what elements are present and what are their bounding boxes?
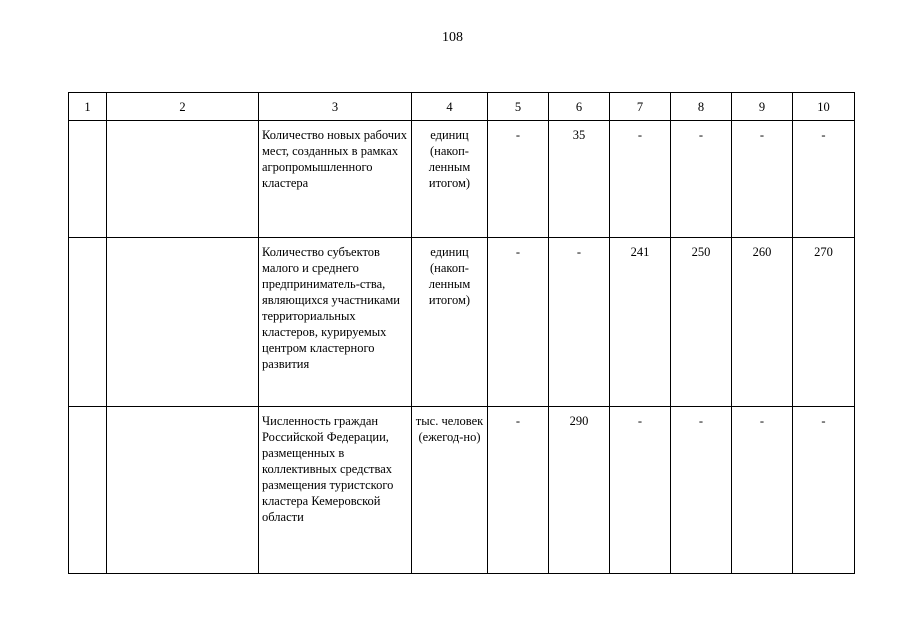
- table-cell: [107, 238, 259, 407]
- value-cell: 35: [549, 121, 610, 238]
- value-cell: 270: [793, 238, 855, 407]
- unit-cell: тыс. человек (ежегод-но): [412, 407, 488, 574]
- value-cell: -: [793, 407, 855, 574]
- unit-cell: единиц (накоп-ленным итогом): [412, 121, 488, 238]
- column-header: 3: [259, 93, 412, 121]
- indicator-name: Количество субъектов малого и среднего предприниматель-ства, являющихся участниками территориальных кластеров, курируемых центром кластерного развития: [259, 238, 412, 407]
- value-cell: -: [488, 238, 549, 407]
- unit-cell: единиц (накоп-ленным итогом): [412, 238, 488, 407]
- table-cell: [107, 407, 259, 574]
- table-header-row: [69, 93, 855, 121]
- table-cell: [69, 121, 107, 238]
- value-cell: -: [610, 407, 671, 574]
- value-cell: 290: [549, 407, 610, 574]
- column-header: 4: [412, 93, 488, 121]
- table-cell: [107, 121, 259, 238]
- column-header: 7: [610, 93, 671, 121]
- value-cell: 260: [732, 238, 793, 407]
- table-row: [69, 121, 855, 238]
- table-cell: [69, 407, 107, 574]
- column-header: 10: [793, 93, 855, 121]
- column-header: 8: [671, 93, 732, 121]
- value-cell: 241: [610, 238, 671, 407]
- value-cell: -: [671, 121, 732, 238]
- value-cell: -: [488, 121, 549, 238]
- page-number: 108: [442, 30, 463, 45]
- column-header: 1: [69, 93, 107, 121]
- column-header: 6: [549, 93, 610, 121]
- indicators-table: [68, 92, 855, 574]
- value-cell: -: [488, 407, 549, 574]
- column-header: 9: [732, 93, 793, 121]
- table-row: [69, 238, 855, 407]
- value-cell: -: [610, 121, 671, 238]
- table-row: [69, 407, 855, 574]
- column-header: 2: [107, 93, 259, 121]
- value-cell: 250: [671, 238, 732, 407]
- value-cell: -: [793, 121, 855, 238]
- column-header: 5: [488, 93, 549, 121]
- value-cell: -: [671, 407, 732, 574]
- indicator-name: Количество новых рабочих мест, созданных в рамках агропромышленного кластера: [259, 121, 412, 238]
- table-cell: [69, 238, 107, 407]
- value-cell: -: [732, 407, 793, 574]
- value-cell: -: [549, 238, 610, 407]
- indicator-name: Численность граждан Российской Федерации, размещенных в коллективных средствах размещения туристского кластера Кемеровской области: [259, 407, 412, 574]
- value-cell: -: [732, 121, 793, 238]
